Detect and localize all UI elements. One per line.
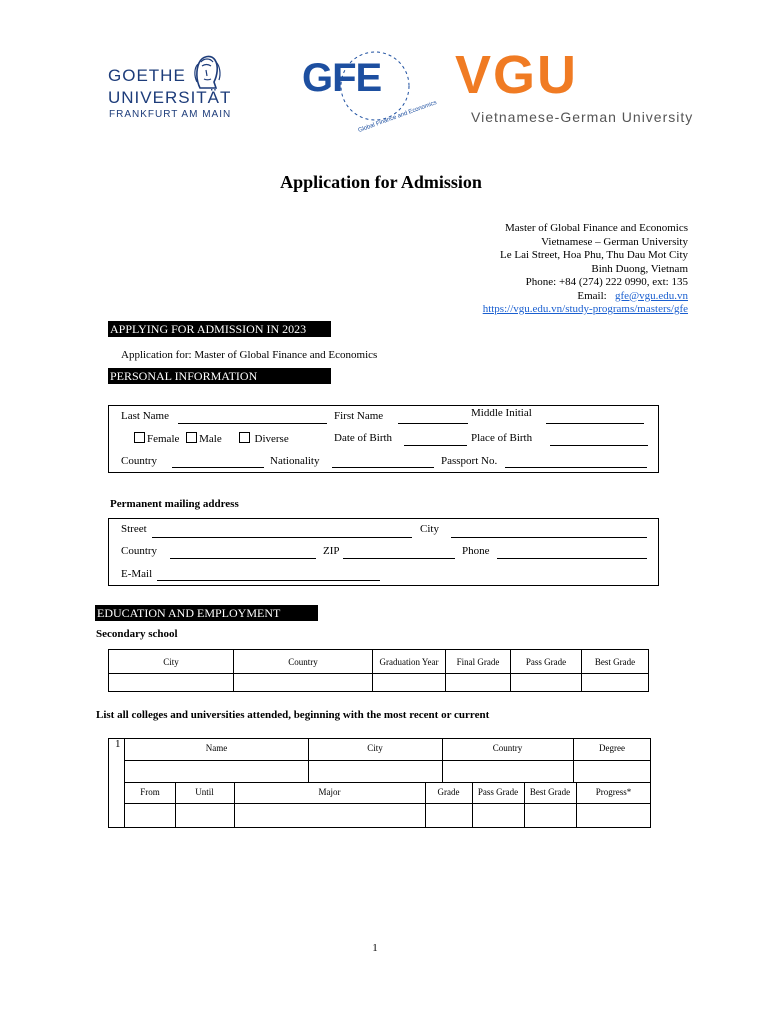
- personal-section-bar: PERSONAL INFORMATION: [108, 368, 331, 384]
- secondary-school-table: [108, 649, 649, 692]
- nationality-field[interactable]: [332, 467, 434, 468]
- secondary-header-best-grade: Best Grade: [582, 650, 649, 674]
- address-province: Binh Duong, Vietnam: [591, 262, 688, 275]
- vgu-subtitle: Vietnamese-German University: [471, 109, 694, 125]
- college-pass-grade-cell[interactable]: [473, 804, 524, 827]
- country-field[interactable]: [172, 467, 264, 468]
- vgu-logo: [455, 45, 695, 129]
- education-section-bar: EDUCATION AND EMPLOYMENT: [95, 605, 318, 621]
- colleges-header-until: Until: [195, 787, 214, 797]
- college-major-cell[interactable]: [235, 804, 425, 827]
- secondary-best-grade-cell[interactable]: [582, 674, 649, 692]
- mailing-heading: Permanent mailing address: [110, 498, 239, 510]
- colleges-header-major: Major: [318, 787, 341, 797]
- colleges-header-country: Country: [492, 743, 523, 753]
- secondary-graduation-year-cell[interactable]: [373, 674, 446, 692]
- college-country-cell[interactable]: [443, 761, 573, 782]
- vgu-mark: VGU: [455, 45, 579, 105]
- table-row: [109, 674, 649, 692]
- mail-email-field[interactable]: [157, 580, 380, 581]
- goethe-line3: FRANKFURT AM MAIN: [109, 109, 232, 120]
- college-from-cell[interactable]: [126, 804, 175, 827]
- program-url-link[interactable]: https://vgu.edu.vn/study-programs/masters/gfe: [482, 303, 688, 315]
- colleges-table: [108, 738, 651, 828]
- passport-field[interactable]: [505, 467, 647, 468]
- secondary-header-city: City: [109, 650, 234, 674]
- mailing-box: [108, 518, 659, 586]
- page-number: 1: [372, 942, 378, 954]
- email-link[interactable]: gfe@vgu.edu.vn: [614, 289, 688, 302]
- mail-phone-label: Phone: [462, 545, 490, 557]
- country-label: Country: [121, 455, 158, 467]
- secondary-header-country: Country: [234, 650, 373, 674]
- colleges-header-grade: Grade: [437, 787, 460, 797]
- goethe-line2: UNIVERSITÄT: [108, 88, 232, 107]
- middle-initial-label: Middle Initial: [471, 407, 532, 419]
- college-grade-cell[interactable]: [426, 804, 472, 827]
- gender-options: [134, 432, 289, 445]
- female-checkbox[interactable]: [134, 432, 145, 443]
- college-progress-cell[interactable]: [577, 804, 650, 827]
- secondary-heading: Secondary school: [96, 628, 178, 640]
- college-city-cell[interactable]: [309, 761, 442, 782]
- application-for-text: Application for: Master of Global Finance and Economics: [121, 349, 378, 361]
- applying-section-bar: APPLYING FOR ADMISSION IN 2023: [108, 321, 331, 337]
- zip-field[interactable]: [343, 558, 455, 559]
- gfe-logo: [300, 50, 438, 135]
- first-name-field[interactable]: [398, 423, 468, 424]
- dob-field[interactable]: [404, 445, 467, 446]
- secondary-header-graduation-year: Graduation Year: [373, 650, 446, 674]
- colleges-header-from: From: [140, 787, 160, 797]
- address-program: Master of Global Finance and Economics: [505, 222, 688, 234]
- last-name-field[interactable]: [178, 423, 327, 424]
- address-university: Vietnamese – German University: [541, 235, 688, 248]
- first-name-label: First Name: [334, 410, 384, 422]
- city-field[interactable]: [451, 537, 647, 538]
- city-label: City: [420, 523, 439, 535]
- college-best-grade-cell[interactable]: [525, 804, 576, 827]
- secondary-header-final-grade: Final Grade: [446, 650, 511, 674]
- dob-label: Date of Birth: [334, 432, 393, 444]
- zip-label: ZIP: [323, 545, 340, 557]
- secondary-country-cell[interactable]: [234, 674, 373, 692]
- colleges-heading: List all colleges and universities attended, beginning with the most recent or current: [96, 709, 490, 721]
- college-until-cell[interactable]: [176, 804, 234, 827]
- college-degree-cell[interactable]: [574, 761, 650, 782]
- goethe-logo: [108, 52, 233, 122]
- nationality-label: Nationality: [270, 455, 320, 467]
- goethe-line1: GOETHE: [108, 66, 186, 85]
- secondary-city-cell[interactable]: [109, 674, 234, 692]
- colleges-header-progress: Progress*: [595, 787, 632, 797]
- passport-label: Passport No.: [441, 455, 498, 467]
- diverse-label: Diverse: [254, 433, 289, 445]
- colleges-index: 1: [115, 738, 121, 750]
- female-label: Female: [147, 433, 180, 445]
- colleges-header-city: City: [367, 743, 383, 753]
- street-label: Street: [121, 523, 147, 535]
- secondary-pass-grade-cell[interactable]: [511, 674, 582, 692]
- last-name-label: Last Name: [121, 410, 169, 422]
- college-name-cell[interactable]: [126, 761, 308, 782]
- street-field[interactable]: [152, 537, 412, 538]
- address-block: [483, 222, 688, 317]
- pob-label: Place of Birth: [471, 432, 533, 444]
- colleges-index-column: [108, 738, 125, 828]
- colleges-header-degree: Degree: [599, 743, 625, 753]
- colleges-header-best-grade: Best Grade: [529, 787, 571, 797]
- mail-country-field[interactable]: [170, 558, 316, 559]
- pob-field[interactable]: [550, 445, 648, 446]
- colleges-header-name: Name: [205, 743, 228, 753]
- secondary-header-pass-grade: Pass Grade: [511, 650, 582, 674]
- male-checkbox[interactable]: [186, 432, 197, 443]
- page-title: Application for Admission: [280, 172, 482, 192]
- male-label: Male: [199, 433, 222, 445]
- address-email-row: [483, 290, 688, 304]
- address-street: Le Lai Street, Hoa Phu, Thu Dau Mot City: [500, 249, 688, 261]
- mail-country-label: Country: [121, 545, 158, 557]
- secondary-final-grade-cell[interactable]: [446, 674, 511, 692]
- gfe-mark: GFE: [302, 56, 382, 100]
- email-label: E-Mail: [121, 568, 153, 580]
- colleges-hline-2: [125, 782, 651, 783]
- goethe-portrait-icon: [186, 52, 226, 90]
- mail-phone-field[interactable]: [497, 558, 647, 559]
- colleges-header-pass-grade: Pass Grade: [477, 787, 519, 797]
- middle-initial-field[interactable]: [546, 423, 644, 424]
- email-label: Email:: [577, 289, 607, 302]
- address-phone: Phone: +84 (274) 222 0990, ext: 135: [525, 276, 688, 288]
- diverse-checkbox[interactable]: [239, 432, 250, 443]
- gfe-ring-text: Global Finance and Economics: [357, 99, 438, 135]
